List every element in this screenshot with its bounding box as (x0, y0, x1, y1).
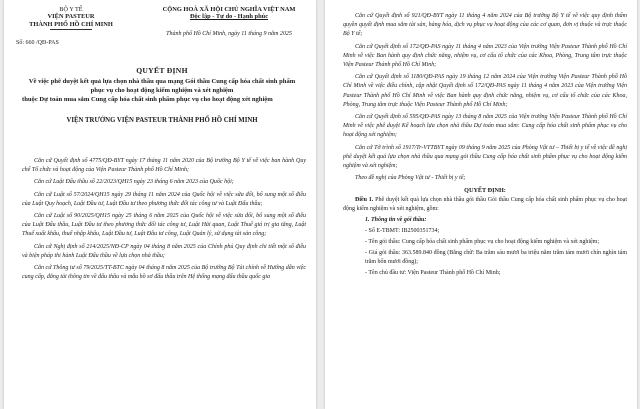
package-info-item: - Giá gói thầu: 363.589.840 đồng (Bằng chữ: Ba trăm sáu mươi ba triệu năm trăm tám mươi chín nghìn tám trăm bốn mươi đồng); (365, 250, 627, 266)
decision-title-block (22, 66, 302, 124)
article-1-text: Phê duyệt kết quả lựa chọn nhà thầu gói thầu Gói thầu Cung cấp hóa chất sinh phẩm phục vụ cho hoạt động kiểm nghiệm và xét nghiệm, gồm: (343, 197, 627, 213)
legal-basis-paragraph: Căn cứ Quyết định số 1180/QĐ-PAS ngày 19 tháng 12 năm 2024 của Viện trưởng Viện Pasteur Thành phố Hồ Chí Minh về việc điều chỉnh, cập nhật Quyết định số 172/QĐ-PAS ngày 11 tháng 4 năm 2023 của Viện trưởng Viện Pasteur Thành phố Hồ Chí Minh về việc Ban hành quy định chức năng, nhiệm vụ, cơ cấu tổ chức của các Khoa, Phòng, Trung tâm trực thuộc Viện Pasteur Thành phố Hồ Chí Minh; (343, 74, 627, 108)
document-number: Số: 660 /QĐ-PAS (16, 40, 59, 47)
legal-basis-paragraph: Căn cứ Luật số 90/2025/QH15 ngày 25 tháng 6 năm 2025 của Quốc hội về việc sửa đổi, bổ sung một số điều của Luật Đấu thầu, Luật Đầu tư theo phương thức đối tác công tư, Luật Hải quan, Luật Thuế giá trị gia tăng, Luật Thuế xuất khẩu, thuế nhập khẩu, Luật Đầu tư, Luật Đầu tư công, Luật Quản lý, sử dụng tài sản công; (22, 213, 306, 238)
document-page-2 (325, 0, 637, 409)
header-divider (50, 29, 92, 30)
legal-basis-paragraph: Căn cứ Tờ trình số 1917/Tr-VTTBYT ngày 09 tháng 9 năm 2025 của Phòng Vật tư – Thiết bị y tế về việc đề nghị phê duyệt kết quả lựa chọn nhà thầu qua mạng gói thầu Cung cấp hóa chất sinh phẩm phục vụ cho hoạt động kiểm nghiệm và xét nghiệm; (343, 144, 627, 170)
legal-basis-paragraph: Theo đề nghị của Phòng Vật tư - Thiết bị y tế; (355, 175, 466, 182)
package-info-item: - Tên chủ đầu tư: Viện Pasteur Thành phố Hồ Chí Minh; (365, 270, 501, 277)
legal-basis-list-continued (343, 12, 627, 280)
package-info-item: - Số E-TBMT: IB2500351734; (365, 228, 440, 235)
legal-basis-paragraph: Căn cứ Quyết định số 172/QĐ-PAS ngày 11 tháng 4 năm 2023 của Viện trưởng Viện Pasteur Thành phố Hồ Chí Minh về việc Ban hành quy định chức năng, nhiệm vụ, cơ cấu tổ chức của các Khoa, Phòng, Trung tâm trực thuộc Viện Pasteur Thành phố Hồ Chí Minh; (343, 43, 627, 69)
issuing-organization (12, 6, 130, 47)
section-1-label: 1. Thông tin về gói thầu: (365, 217, 427, 224)
decision-heading: QUYẾT ĐỊNH: (464, 187, 506, 195)
document-title: QUYẾT ĐỊNH (136, 66, 188, 75)
national-motto: Độc lập - Tự do - Hạnh phúc (189, 13, 269, 21)
legal-basis-list (22, 157, 306, 285)
document-subject: Về việc phê duyệt kết quả lựa chọn nhà thầu qua mạng Gói thầu Cung cấp hóa chất sinh phẩm phục vụ cho hoạt động kiểm nghiệm và xét nghiệm (28, 78, 296, 94)
legal-basis-paragraph: Căn cứ Thông tư số 79/2025/TT-BTC ngày 04 tháng 8 năm 2025 của Bộ trưởng Bộ Tài chính về Hướng dẫn việc cung cấp, đăng tải thông tin về đấu thầu và mẫu hồ sơ đấu thầu trên Hệ thống mạng đấu thầu quốc gia (22, 265, 306, 281)
article-1-label: Điều 1. (355, 197, 374, 204)
institute-name: VIỆN PASTEUR (47, 13, 95, 21)
ministry-name: BỘ Y TẾ (59, 6, 83, 13)
article-1 (343, 196, 627, 214)
nation-name: CỘNG HOÀ XÃ HỘI CHỦ NGHĨA VIỆT NAM (162, 6, 296, 13)
legal-basis-paragraph: Căn cứ Luật Đấu thầu số 22/2023/QH15 ngày 23 tháng 6 năm 2023 của Quốc hội; (34, 179, 234, 186)
legal-basis-paragraph: Căn cứ Quyết định số 921/QĐ-BYT ngày 11 tháng 4 năm 2024 của Bộ trưởng Bộ Y tế về việc quy định thẩm quyền quyết định mua sắm tài sản, hàng hóa, dịch vụ phục vụ hoạt động của các cơ quan, đơn vị thuộc và trực thuộc Bộ Y tế; (343, 13, 627, 38)
legal-basis-paragraph: Căn cứ Quyết định số 4775/QĐ-BYT ngày 17 tháng 11 năm 2020 của Bộ trưởng Bộ Y tế về việc ban hành Quy chế Tổ chức và hoạt động của Viện Pasteur Thành phố Hồ Chí Minh; (22, 158, 306, 174)
document-subject-continued: thuộc Dự toán mua sắm Cung cấp hóa chất sinh phẩm phục vụ cho hoạt động xét nghiệm (22, 96, 273, 104)
issuing-authority: VIỆN TRƯỞNG VIỆN PASTEUR THÀNH PHỐ HỒ CHÍ MINH (66, 116, 258, 124)
section-1-heading (365, 216, 627, 225)
document-header (12, 6, 308, 58)
place-and-date: Thành phố Hồ Chí Minh, ngày 11 tháng 9 năm 2025 (166, 30, 292, 37)
legal-basis-paragraph: Căn cứ Nghị định số 214/2025/NĐ-CP ngày 04 tháng 8 năm 2025 của Chính phủ Quy định chi tiết một số điều và biện pháp thi hành Luật Đấu thầu về lựa chọn nhà thầu; (22, 243, 306, 259)
legal-basis-paragraph: Căn cứ Luật số 57/2024/QH15 ngày 29 tháng 11 năm 2024 của Quốc hội về việc sửa đổi, bổ sung một số điều của Luật Quy hoạch, Luật Đầu tư, Luật Đầu tư theo phương thức đối tác công tư và Luật Đấu thầu; (22, 191, 306, 207)
package-info-item: - Tên gói thầu: Cung cấp hóa chất sinh phẩm phục vụ cho hoạt động kiểm nghiệm và xét nghiệm; (365, 239, 600, 246)
national-heading (140, 6, 316, 38)
document-page-1 (4, 0, 316, 409)
legal-basis-paragraph: Căn cứ Quyết định số 595/QĐ-PAS ngày 13 tháng 8 năm 2025 của Viện trưởng Viện Pasteur Thành phố Hồ Chí Minh về việc phê duyệt Kế hoạch lựa chọn nhà thầu Dự toán mua sắm: Cung cấp hóa chất sinh phẩm phục vụ cho hoạt động xét nghiệm; (343, 114, 627, 139)
institute-city: THÀNH PHỐ HỒ CHÍ MINH (29, 20, 113, 28)
